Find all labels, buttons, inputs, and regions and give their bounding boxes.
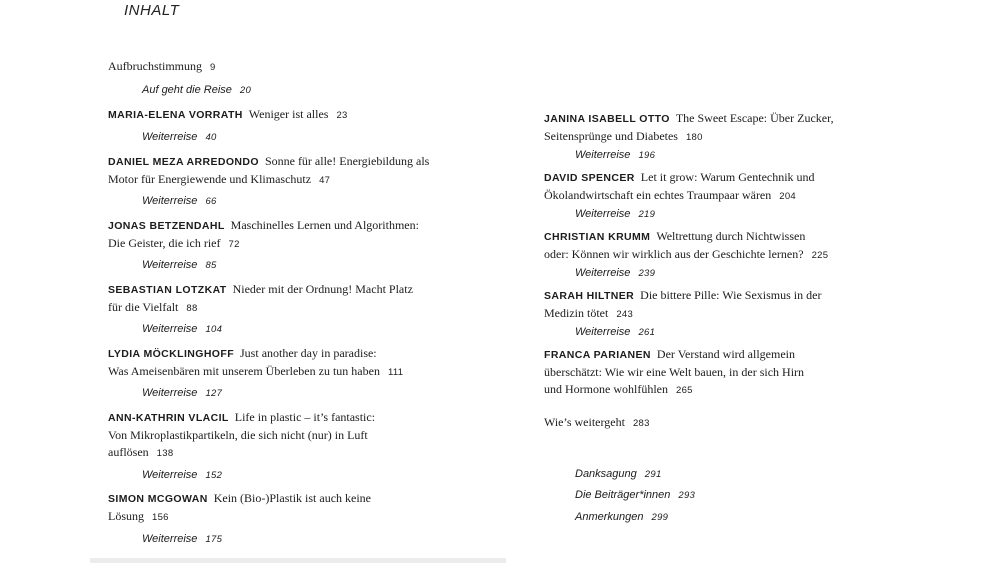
sub-title: Weiterreise [142, 323, 198, 335]
toc-sub-entry [575, 325, 655, 340]
toc-entry [544, 228, 828, 264]
page-number: 85 [205, 260, 217, 271]
author-name: JONAS BETZENDAHL [108, 220, 225, 232]
entry-title: Lösung [108, 509, 144, 523]
entry-title: Aufbruchstimmung [108, 59, 202, 73]
toc-entry [544, 110, 834, 146]
toc-entry [108, 490, 371, 526]
author-name: MARIA-ELENA VORRATH [108, 109, 243, 121]
toc-entry [108, 217, 419, 253]
page-number: 104 [205, 324, 223, 335]
author-name: SARAH HILTNER [544, 290, 635, 302]
toc-entry [544, 346, 804, 399]
entry-title: Von Mikroplastikpartikeln, die sich nicht (nur) in Luft [108, 428, 368, 442]
sub-title: Weiterreise [142, 387, 198, 399]
page-number: 196 [638, 150, 656, 161]
toc-entry [108, 281, 413, 317]
page-number: 261 [638, 327, 656, 338]
entry-title: Life in plastic – it’s fantastic: [234, 410, 376, 424]
entry-title: Just another day in paradise: [240, 346, 377, 360]
page-number: 225 [811, 250, 829, 261]
page-number: 72 [228, 239, 240, 250]
page-number: 127 [205, 388, 223, 399]
author-name: CHRISTIAN KRUMM [544, 231, 651, 243]
page-number: 204 [779, 191, 797, 202]
page-number: 180 [685, 132, 703, 143]
toc-sub-entry [142, 386, 222, 401]
entry-title: Wie’s weitergeht [544, 415, 625, 429]
page-number: 152 [205, 470, 223, 481]
sub-title: Weiterreise [142, 195, 198, 207]
entry-title: Der Verstand wird allgemein [656, 347, 795, 361]
sub-title: Weiterreise [142, 131, 198, 143]
toc-sub-entry [142, 468, 222, 483]
entry-title: auflösen [108, 445, 149, 459]
page-number: 219 [638, 209, 656, 220]
page-number: 9 [210, 62, 216, 73]
page-number: 265 [675, 385, 693, 396]
entry-title: Medizin tötet [544, 306, 609, 320]
toc-appendix-entry [575, 488, 695, 503]
entry-title: für die Vielfalt [108, 300, 179, 314]
toc-sub-entry [142, 130, 217, 145]
toc-sub-entry [575, 207, 655, 222]
toc-sub-entry [142, 322, 222, 337]
toc-entry [108, 153, 429, 189]
entry-title: Let it grow: Warum Gentechnik und [640, 170, 815, 184]
page-number: 111 [387, 367, 404, 378]
entry-title: Kein (Bio-)Plastik ist auch keine [213, 491, 372, 505]
sub-title: Weiterreise [575, 149, 631, 161]
entry-title: Seitensprünge und Diabetes [544, 129, 678, 143]
author-name: ANN-KATHRIN VLACIL [108, 412, 229, 424]
author-name: DANIEL MEZA ARREDONDO [108, 156, 259, 168]
author-name: FRANCA PARIANEN [544, 349, 651, 361]
toc-appendix-entry [575, 467, 662, 482]
author-name: SIMON MCGOWAN [108, 493, 208, 505]
sub-title: Weiterreise [575, 326, 631, 338]
entry-title: überschätzt: Wie wir eine Welt bauen, in der sich Hirn [544, 365, 805, 379]
page-number: 243 [616, 309, 634, 320]
entry-title: Die bittere Pille: Wie Sexismus in der [640, 288, 822, 302]
page-number: 299 [651, 512, 669, 523]
sub-title: Danksagung [575, 468, 637, 480]
toc-entry-intro [108, 58, 216, 76]
sub-title: Die Beiträger*innen [575, 489, 671, 501]
page-number: 283 [632, 418, 650, 429]
entry-title: Weltrettung durch Nichtwissen [656, 229, 806, 243]
page-number: 40 [205, 132, 217, 143]
author-name: JANINA ISABELL OTTO [544, 113, 670, 125]
toc-sub-entry [575, 148, 655, 163]
page-number: 239 [638, 268, 656, 279]
entry-title: Maschinelles Lernen und Algorithmen: [230, 218, 419, 232]
toc-entry-outro [544, 414, 650, 432]
entry-title: und Hormone wohlfühlen [544, 382, 668, 396]
page-number: 138 [156, 448, 174, 459]
toc-sub-entry [142, 83, 251, 98]
toc-entry [108, 409, 375, 462]
toc-sub-entry [575, 266, 655, 281]
page-number: 47 [319, 175, 331, 186]
page-number: 88 [186, 303, 198, 314]
entry-title: Was Ameisenbären mit unserem Überleben zu tun haben [108, 364, 380, 378]
page-number: 175 [205, 534, 223, 545]
entry-title: Motor für Energiewende und Klimaschutz [108, 172, 312, 186]
entry-title: Weniger ist alles [248, 107, 329, 121]
toc-entry [108, 345, 403, 381]
sub-title: Anmerkungen [575, 511, 644, 523]
page-number: 23 [336, 110, 348, 121]
page-heading: INHALT [124, 2, 180, 19]
toc-entry [544, 287, 821, 323]
toc-appendix-entry [575, 510, 668, 525]
entry-title: Die Geister, die ich rief [108, 236, 221, 250]
entry-title: Sonne für alle! Energiebildung als [264, 154, 430, 168]
toc-sub-entry [142, 194, 217, 209]
sub-title: Weiterreise [142, 469, 198, 481]
toc-entry [108, 106, 348, 124]
page-number: 156 [152, 512, 169, 523]
sub-title: Weiterreise [575, 267, 631, 279]
entry-title: Ökolandwirtschaft ein echtes Traumpaar wären [544, 188, 772, 202]
entry-title: The Sweet Escape: Über Zucker, [675, 111, 834, 125]
sub-title: Weiterreise [142, 533, 198, 545]
page-number: 66 [205, 196, 217, 207]
toc-entry [544, 169, 815, 205]
page-number: 291 [644, 469, 662, 480]
author-name: DAVID SPENCER [544, 172, 635, 184]
page-number: 293 [678, 490, 696, 501]
entry-title: Nieder mit der Ordnung! Macht Platz [232, 282, 413, 296]
entry-title: oder: Können wir wirklich aus der Geschichte lernen? [544, 247, 804, 261]
toc-sub-entry [142, 258, 217, 273]
author-name: LYDIA MÖCKLINGHOFF [108, 348, 235, 360]
sub-title: Weiterreise [142, 259, 198, 271]
page-edge-shadow [90, 558, 506, 563]
toc-sub-entry [142, 532, 222, 547]
sub-title: Auf geht die Reise [142, 84, 232, 96]
sub-title: Weiterreise [575, 208, 631, 220]
author-name: SEBASTIAN LOTZKAT [108, 284, 227, 296]
page-number: 20 [239, 85, 252, 96]
